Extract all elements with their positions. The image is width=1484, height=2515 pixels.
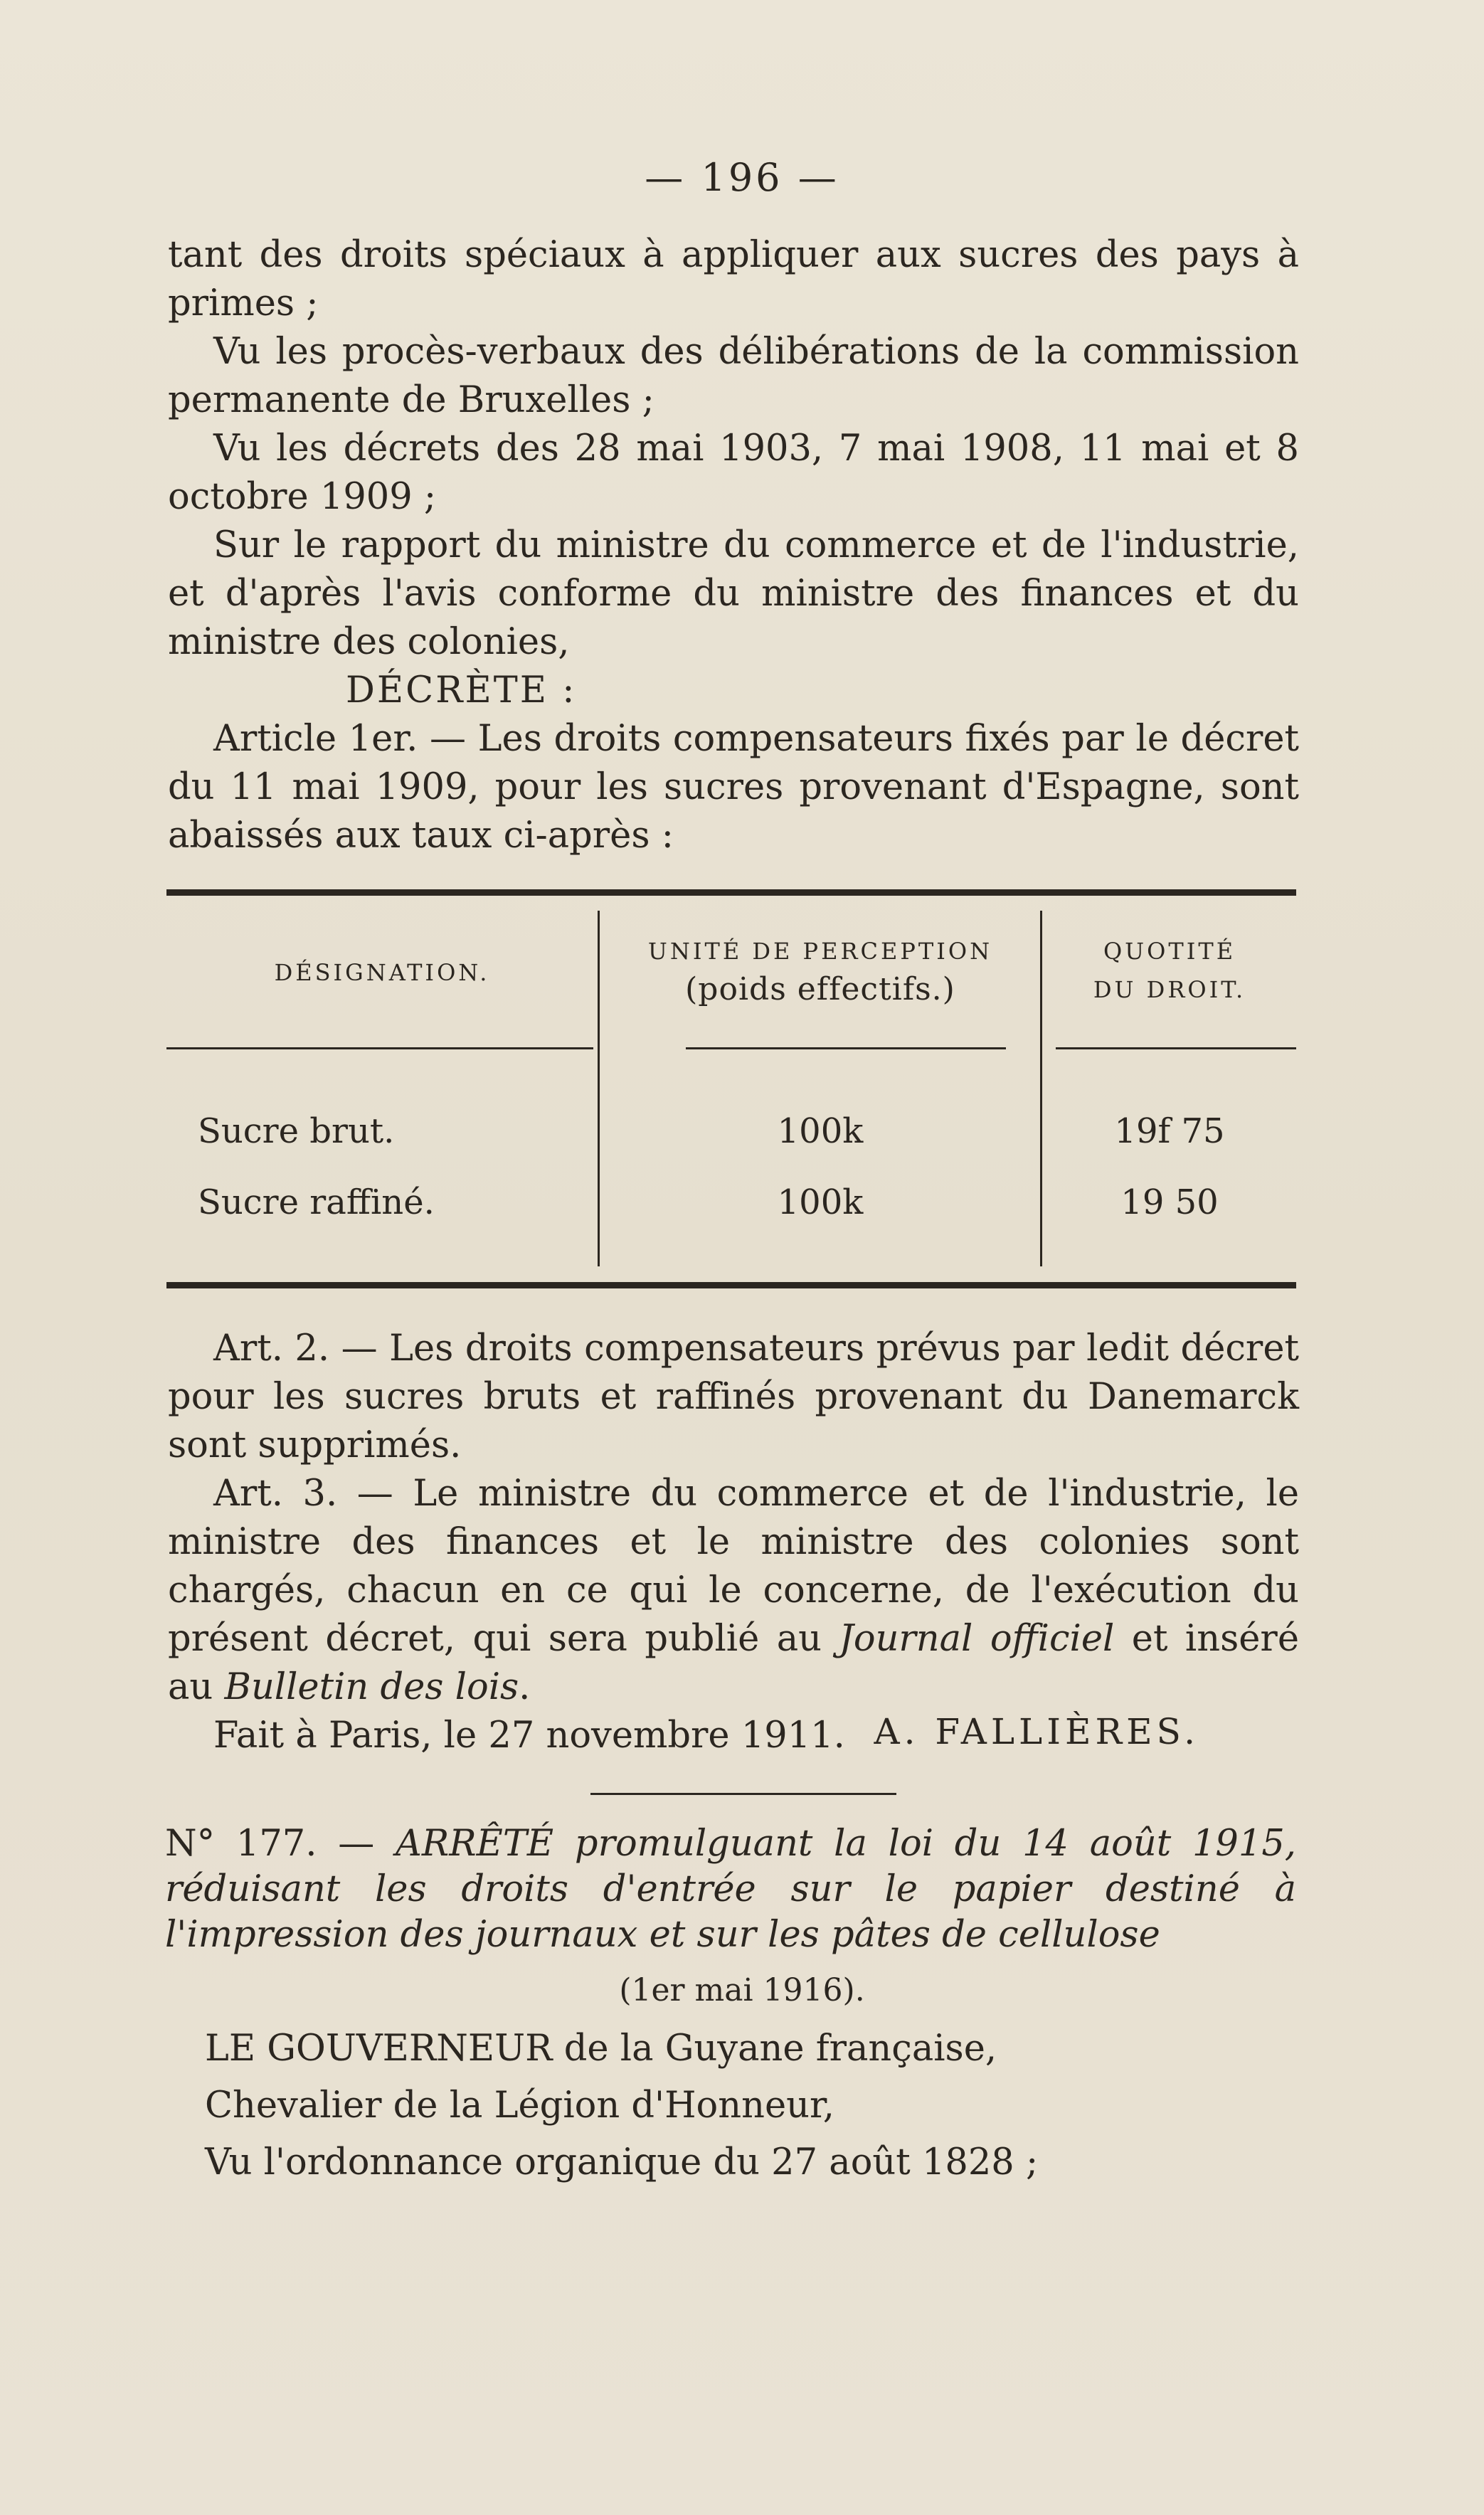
- preamble-paragraph: Sur le rapport du ministre du commerce et de l'industrie, et d'après l'avis conforme du ministre des finances et du ministre des colonies,: [168, 524, 1299, 663]
- header-designation: DÉSIGNATION.: [274, 959, 490, 986]
- preamble: [168, 231, 1299, 860]
- page-number: — 196 —: [645, 155, 839, 200]
- row-unite: 100k: [777, 1111, 864, 1151]
- table-bottom-rule: [166, 1282, 1296, 1288]
- tail-line: Vu l'ordonnance organique du 27 août 1828 ;: [205, 2141, 1039, 2183]
- article-3-text: .: [519, 1666, 531, 1708]
- arrete-preamble: [205, 2021, 1300, 2191]
- row-quotite: 19f 75: [1114, 1111, 1225, 1151]
- tail-line: Chevalier de la Légion d'Honneur,: [205, 2085, 834, 2127]
- row-designation: Sucre brut.: [198, 1111, 395, 1151]
- header-rule: [1056, 1047, 1296, 1049]
- fait-a-paris: Fait à Paris, le 27 novembre 1911.: [213, 1715, 845, 1757]
- preamble-paragraph: tant des droits spéciaux à appliquer aux sucres des pays à primes ;: [168, 234, 1299, 324]
- article-2: Art. 2. — Les droits compensateurs prévus par ledit décret pour les sucres bruts et raffinés provenant du Danemarck sont supprimés.: [168, 1328, 1299, 1466]
- arrete-date: (1er mai 1916).: [619, 1972, 865, 2008]
- tariff-table: [166, 889, 1296, 1295]
- row-quotite: 19 50: [1120, 1182, 1219, 1222]
- tail-line: LE GOUVERNEUR de la Guyane française,: [205, 2028, 997, 2070]
- section-separator: [590, 1793, 896, 1795]
- journal-officiel: Journal officiel: [839, 1618, 1115, 1660]
- decree-word: DÉCRÈTE :: [346, 669, 577, 711]
- header-rule: [686, 1047, 1006, 1049]
- row-unite: 100k: [777, 1182, 864, 1222]
- signature: A. FALLIÈRES.: [874, 1711, 1199, 1752]
- row-designation: Sucre raffiné.: [198, 1182, 435, 1222]
- header-quotite-line2: DU DROIT.: [1093, 976, 1246, 1003]
- table-top-rule: [166, 889, 1296, 896]
- header-quotite: [1043, 932, 1296, 1009]
- header-unite-line1: UNITÉ DE PERCEPTION: [647, 938, 993, 965]
- header-unite-line2: (poids effectifs.): [685, 971, 955, 1007]
- header-rule: [166, 1047, 593, 1049]
- header-quotite-line1: QUOTITÉ: [1103, 938, 1236, 965]
- arrete-number: N° 177. —: [165, 1823, 396, 1865]
- bulletin-des-lois: Bulletin des lois: [224, 1666, 519, 1708]
- article-1: Article 1er. — Les droits compensateurs fixés par le décret du 11 mai 1909, pour les sucres provenant d'Espagne, sont abaissés aux taux ci-après :: [168, 718, 1299, 857]
- article-3-text: et inséré au: [168, 1618, 1299, 1708]
- article-3: [168, 1470, 1299, 1712]
- closing-articles: [168, 1325, 1299, 1760]
- column-divider: [1040, 911, 1042, 1266]
- arrete-heading: [165, 1821, 1296, 1958]
- article-3-text: Art. 3. — Le ministre du commerce et de l'industrie, le ministre des finances et le ministre des colonies sont chargés, chacun en ce qui le concerne, de l'exécution du présent décret, qui sera publié au: [168, 1473, 1299, 1660]
- preamble-paragraph: Vu les procès-verbaux des délibérations de la commission permanente de Bruxelles ;: [168, 331, 1299, 421]
- column-divider: [598, 911, 600, 1266]
- header-unite: [600, 932, 1040, 1009]
- preamble-paragraph: Vu les décrets des 28 mai 1903, 7 mai 1908, 11 mai et 8 octobre 1909 ;: [168, 428, 1299, 518]
- arrete-title: ARRÊTÉ promulguant la loi du 14 août 1915, réduisant les droits d'entrée sur le papier destiné à l'impression des journaux et sur les pâtes de cellulose: [165, 1823, 1296, 1956]
